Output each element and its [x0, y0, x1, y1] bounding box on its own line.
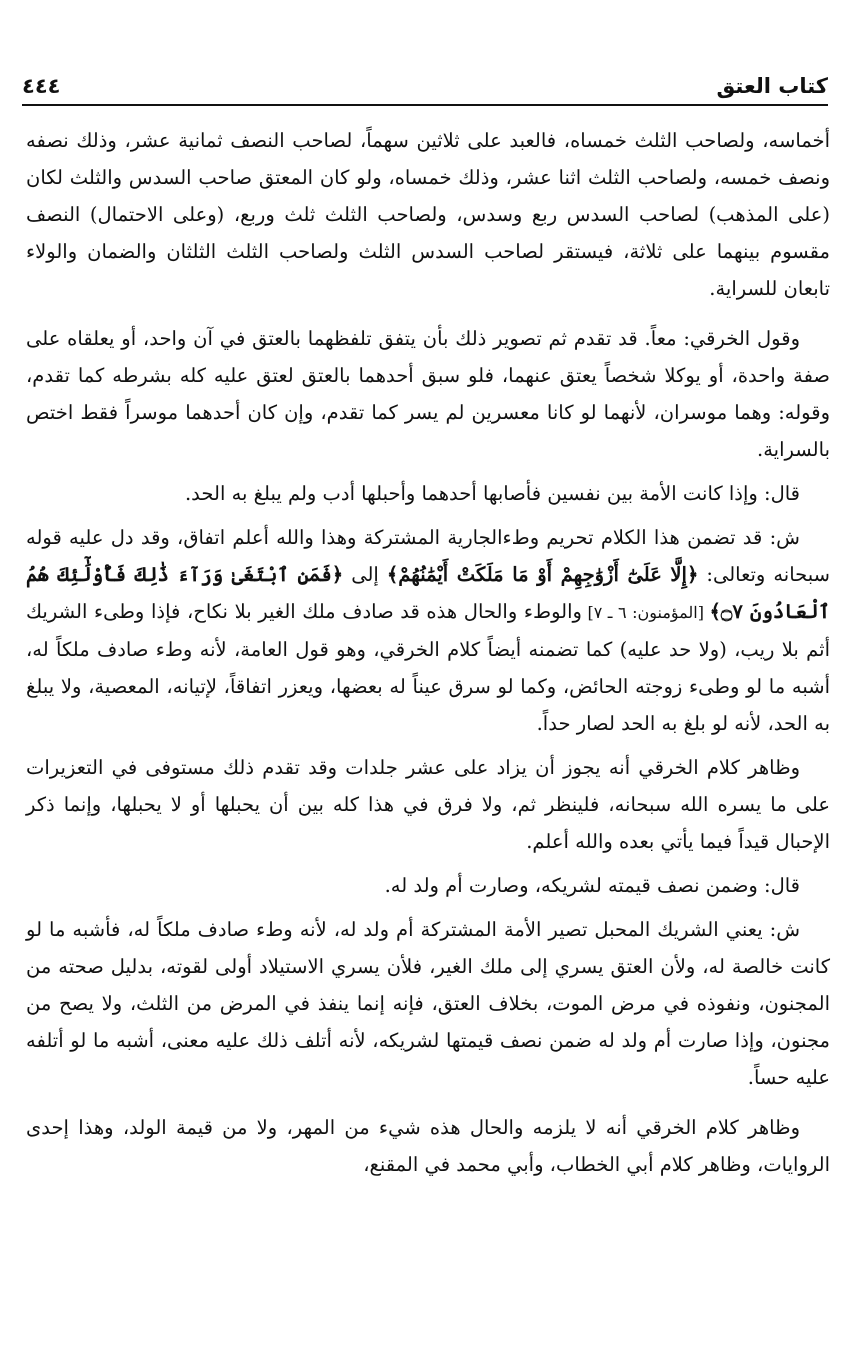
paragraph-4-rest: والوطء والحال هذه قد صادف ملك الغير بلا نكاح، فإذا وطىء الشريك أثم بلا ريب، (ولا حد عليه) كما تضمنه أيضاً كلام الخرقي، وهو قول العامة، لأنه وطء صادف ملكاً له، أشبه ما لو وطىء زوجته الحائض، وكما لو سرق عيناً له بعضها، ويعزر اتفاقاً، لإتيانه، المعصية، ولا يبلغ به الحد، لأنه لو بلغ به الحد لصار حداً.: [26, 600, 830, 735]
quran-verse-1: ﴿إِلَّا عَلَىٰٓ أَزْوَٰجِهِمْ أَوْ مَا مَلَكَتْ أَيْمَٰنُهُمْ﴾: [386, 563, 699, 586]
paragraph-8: وظاهر كلام الخرقي أنه لا يلزمه والحال هذه شيء من المهر، ولا من قيمة الولد، وهذا إحدى الروايات، وظاهر كلام أبي الخطاب، وأبي محمد في المقنع،: [26, 1116, 830, 1176]
book-title: كتاب العتق: [716, 74, 828, 98]
page-header: [22, 66, 828, 106]
paragraph-5: وظاهر كلام الخرقي أنه يجوز أن يزاد على عشر جلدات وقد تقدم ذلك مستوفى في التعزيرات على ما يسره الله سبحانه، فلينظر ثم، ولا فرق في هذا كله بين أن يحبلها أو لا يحبلها، وإنما ذكر الإحبال قيداً فيما يأتي بعده والله أعلم.: [26, 756, 830, 853]
paragraph-4: [26, 519, 830, 742]
verse-reference: [المؤمنون: ٦ ـ ٧]: [581, 603, 710, 622]
paragraph-1: أخماسه، ولصاحب الثلث خمساه، فالعبد على ثلاثين سهماً، لصاحب النصف ثمانية عشر، وذلك نصفه ونصف خمسه، ولصاحب الثلث اثنا عشر، وذلك خمساه، ولو كان المعتق صاحب السدس والثلث لكان (على المذهب) لصاحب السدس ربع وسدس، ولصاحب الثلث ثلث وربع، (وعلى الاحتمال) النصف مقسوم بينهما على ثلاثة، فيستقر لصاحب السدس الثلث ولصاحب الثلث الثلثان والضمان والولاء تابعان للسراية.: [26, 129, 830, 300]
paragraph-2: وقول الخرقي: معاً. قد تقدم ثم تصوير ذلك بأن يتفق تلفظهما بالعتق في آن واحد، أو يعلقاه على صفة واحدة، أو يوكلا شخصاً يعتق عنهما، فلو سبق أحدهما بالعتق لعتق عليه كله بشرطه كما تقدم، وقوله: وهما موسران، لأنهما لو كانا معسرين لم يسر كما تقدم، وإن كان أحدهما موسراً فقط اختص بالسراية.: [26, 327, 830, 461]
paragraph-4-intro: ش: قد تضمن هذا الكلام تحريم وطءالجارية المشتركة وهذا والله أعلم اتفاق، وقد دل عليه قوله سبحانه وتعالى:: [26, 526, 830, 586]
page-body: [26, 122, 830, 1367]
quran-verse-2: ﴿فَمَنِ ٱبْتَغَىٰ وَرَآءَ ذَٰلِكَ فَأُوْلَٰٓئِكَ هُمُ ٱلْعَادُونَ ۝٧﴾: [26, 563, 831, 623]
paragraph-7: ش: يعني الشريك المحبل تصير الأمة المشتركة أم ولد له، لأنه وطء صادف ملكاً له، فأشبه ما لو كانت خالصة له، ولأن العتق يسري إلى ملك الغير، فلأن يسري الاستيلاد أولى لقوته، بدليل صحته من المجنون، ونفوذه في مرض الموت، بخلاف العتق، فإنه إنما ينفذ في المرض من الثلث، ولا يصح من مجنون، وإذا صارت أم ولد له ضمن نصف قيمتها لشريكه، لأنه أتلف ذلك عليه معنى، أشبه ما لو أتلفه عليه حساً.: [26, 918, 830, 1089]
paragraph-6: قال: وضمن نصف قيمته لشريكه، وصارت أم ولد له.: [384, 874, 800, 897]
paragraph-4-connector: إلى: [343, 563, 387, 586]
paragraph-3: قال: وإذا كانت الأمة بين نفسين فأصابها أحدهما وأحبلها أدب ولم يبلغ به الحد.: [184, 482, 800, 505]
page-number: ٤٤٤: [22, 74, 61, 98]
